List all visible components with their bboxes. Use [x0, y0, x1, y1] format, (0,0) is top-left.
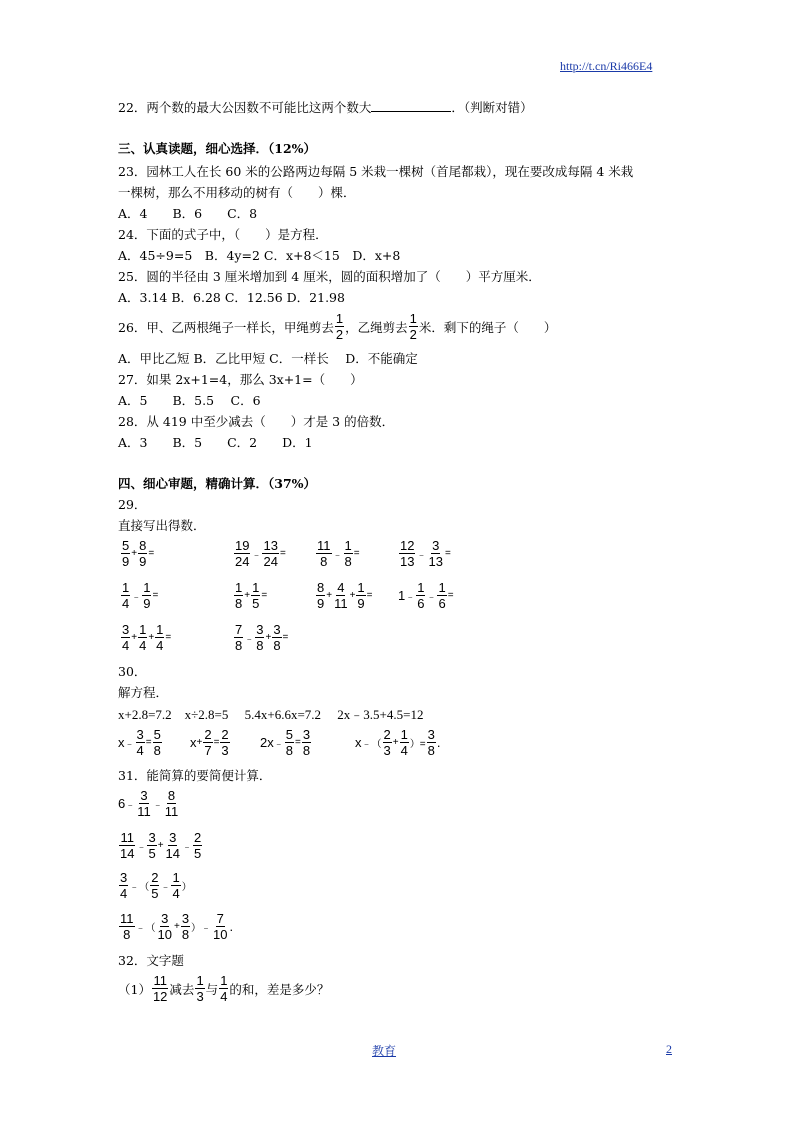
simplify-expression: $\frac{11}{8}$ ﹣（ $\frac{3}{10}$ + $\frac{3}{8}$ ）﹣ $\frac{7}{10}$ . — [120, 911, 234, 942]
calc-expression: $\frac{12}{13}$ ﹣ $\frac{3}{13}$ = — [400, 538, 451, 569]
calc-expression: $\frac{19}{24}$ ﹣ $\frac{13}{24}$ = — [235, 538, 286, 569]
q26-text — [118, 311, 556, 342]
q26-options: A．甲比乙短 B．乙比甲短 C．一样长 D．不能确定 — [118, 351, 418, 366]
q30-number: 30． — [118, 664, 147, 679]
q29-title: 直接写出得数． — [118, 518, 206, 533]
simplify-expression: $\frac{11}{14}$ ﹣ $\frac{3}{5}$ + $\frac{3}{14}$ ﹣ $\frac{2}{5}$ — [120, 830, 202, 861]
simplify-expression: $\frac{3}{4}$ ﹣（ $\frac{2}{5}$ ﹣ $\frac{1}{4}$ ） — [120, 870, 192, 901]
q23-line1: 23．园林工人在长 60 米的公路两边每隔 5 米栽一棵树（首尾都栽），现在要改成每隔 4 米栽 — [118, 164, 634, 179]
q22-suffix: ．（判断对错） — [451, 100, 533, 115]
q32-title: 32．文字题 — [118, 953, 184, 968]
fraction: $\frac{1}{2}$ — [409, 311, 417, 342]
q22-text: 22．两个数的最大公因数不可能比这两个数大 — [118, 100, 372, 115]
q32-part1: （1） $\frac{11}{12}$ 减去 $\frac{1}{3}$ 与 $\frac{1}{4}$ 的和，差是多少？ — [118, 973, 330, 1004]
q27-text: 27．如果 2x+1=4，那么 3x+1=（ ） — [118, 372, 363, 387]
section-4-title: 四、细心审题，精确计算．（37%） — [118, 476, 317, 491]
equation: x + $\frac{2}{7}$ = $\frac{2}{3}$ — [190, 727, 229, 758]
question-22 — [118, 98, 533, 116]
q26-part3: 米．剩下的绳子（ ） — [418, 319, 557, 335]
q28-text: 28．从 419 中至少减去（ ）才是 3 的倍数． — [118, 414, 395, 429]
q31-title: 31．能简算的要简便计算． — [118, 768, 272, 783]
q30-line1: x+2.8=7.2 x÷2.8=5 5.4x+6.6x=7.2 2x﹣3.5+4.5=12 — [118, 707, 424, 722]
header-url[interactable]: http://t.cn/Ri466E4 — [560, 59, 653, 73]
equation: 2x ﹣ $\frac{5}{8}$ = $\frac{3}{8}$ — [260, 727, 311, 758]
calc-expression: $\frac{1}{8}$ + $\frac{1}{5}$ = — [235, 580, 268, 611]
q24-options: A．45÷9=5 B．4y=2 C．x+8＜15 D．x+8 — [118, 248, 401, 263]
section-3-title: 三、认真读题，细心选择．（12%） — [118, 141, 317, 156]
fraction: $\frac{1}{2}$ — [335, 311, 344, 342]
calc-expression: $\frac{1}{4}$ ﹣ $\frac{1}{9}$ = — [122, 580, 159, 611]
answer-blank[interactable] — [371, 99, 451, 112]
calc-expression: $\frac{3}{4}$ + $\frac{1}{4}$ + $\frac{1}{4}$ = — [122, 622, 172, 653]
equation: x ﹣ $\frac{3}{4}$ = $\frac{5}{8}$ — [118, 727, 161, 758]
page-number[interactable]: 2 — [666, 1042, 672, 1056]
q25-options: A．3.14 B．6.28 C．12.56 D．21.98 — [118, 290, 345, 305]
calc-expression: 1 ﹣ $\frac{1}{6}$ ﹣ $\frac{1}{6}$ = — [398, 580, 454, 611]
q29-number: 29． — [118, 497, 147, 512]
footer-center-link[interactable]: 教育 — [372, 1044, 397, 1058]
calc-expression: $\frac{11}{8}$ ﹣ $\frac{1}{8}$ = — [317, 538, 360, 569]
q23-line2: 一棵树，那么不用移动的树有（ ）棵． — [118, 185, 356, 200]
q26-part2: ，乙绳剪去 — [345, 319, 408, 335]
simplify-expression: 6 ﹣ $\frac{3}{11}$ ﹣ $\frac{8}{11}$ — [118, 788, 179, 819]
q23-options: A．4 B．6 C．8 — [118, 206, 258, 221]
q27-options: A．5 B．5.5 C．6 — [118, 393, 261, 408]
q30-title: 解方程． — [118, 685, 169, 700]
q28-options: A．3 B．5 C．2 D．1 — [118, 435, 313, 450]
calc-expression: $\frac{8}{9}$ + $\frac{4}{11}$ + $\frac{1}{9}$ = — [317, 580, 373, 611]
q25-text: 25．圆的半径由 3 厘米增加到 4 厘米，圆的面积增加了（ ）平方厘米． — [118, 269, 541, 284]
calc-expression: $\frac{5}{9}$ + $\frac{8}{9}$ = — [122, 538, 155, 569]
q26-part1: 26．甲、乙两根绳子一样长，甲绳剪去 — [118, 319, 334, 335]
equation: x ﹣（ $\frac{2}{3}$ + $\frac{1}{4}$ ）= $\frac{3}{8}$ . — [355, 727, 441, 758]
q24-text: 24．下面的式子中，（ ）是方程． — [118, 227, 328, 242]
calc-expression: $\frac{7}{8}$ ﹣ $\frac{3}{8}$ + $\frac{3}{8}$ = — [235, 622, 289, 653]
